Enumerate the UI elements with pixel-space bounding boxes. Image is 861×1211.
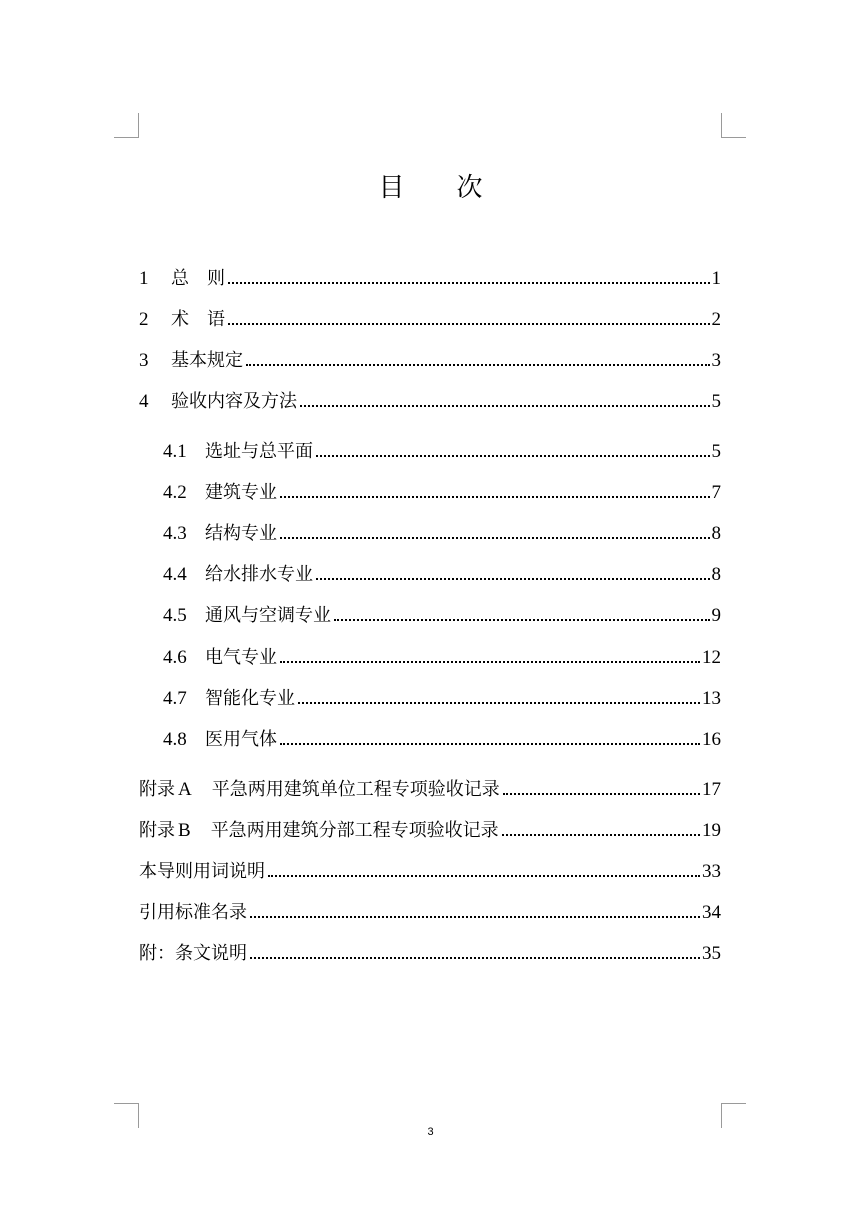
toc-label: 基本规定 <box>171 350 243 371</box>
toc-page-number: 8 <box>711 523 721 544</box>
toc-page-number: 5 <box>711 441 721 462</box>
toc-label: 医用气体 <box>205 729 277 750</box>
toc-page-number: 2 <box>711 309 721 330</box>
toc-entry-4-2[interactable] <box>163 479 721 507</box>
toc-page-number: 35 <box>702 943 721 964</box>
dot-leader <box>502 833 700 836</box>
dot-leader <box>280 495 710 498</box>
toc-entry-4-7[interactable] <box>163 685 721 713</box>
dot-leader <box>228 322 710 325</box>
toc-label: 验收内容及方法 <box>171 391 297 412</box>
dot-leader <box>503 792 700 795</box>
toc-entry-appendix-a[interactable] <box>139 776 721 804</box>
appendix-prefix: 附录 <box>139 820 175 841</box>
toc-number: 4.5 <box>163 605 187 626</box>
crop-mark-top-right <box>721 113 746 138</box>
dot-leader <box>280 660 700 663</box>
crop-mark-bottom-right <box>721 1103 746 1128</box>
toc-entry-3[interactable] <box>139 347 721 375</box>
toc-page-number: 33 <box>702 861 721 882</box>
toc-label: 建筑专业 <box>205 482 277 503</box>
toc-number: 4.1 <box>163 441 187 462</box>
appendix-letter: B <box>178 820 191 841</box>
dot-leader <box>316 577 710 580</box>
toc-entry-word-usage[interactable] <box>139 858 721 886</box>
toc-page-number: 19 <box>702 820 721 841</box>
crop-mark-bottom-left <box>114 1103 139 1128</box>
dot-leader <box>250 956 700 959</box>
toc-entry-4[interactable] <box>139 388 721 416</box>
toc-label: 智能化专业 <box>205 688 295 709</box>
toc-label: 本导则用词说明 <box>139 861 265 882</box>
toc-number: 4.8 <box>163 729 187 750</box>
toc-label: 附：条文说明 <box>139 943 247 964</box>
toc-label: 平急两用建筑单位工程专项验收记录 <box>211 779 500 800</box>
toc-page-number: 13 <box>702 688 721 709</box>
dot-leader <box>334 618 710 621</box>
toc-number: 4.6 <box>163 647 187 668</box>
toc-label: 选址与总平面 <box>205 441 313 462</box>
toc-page-number: 9 <box>711 605 721 626</box>
dot-leader <box>298 701 700 704</box>
toc-entry-clause-explanation[interactable] <box>139 940 721 968</box>
toc-entry-referenced-standards[interactable] <box>139 899 721 927</box>
toc-number: 4 <box>139 391 149 412</box>
toc-number: 3 <box>139 350 149 371</box>
toc-label: 术语 <box>171 309 243 330</box>
toc-page-number: 16 <box>702 729 721 750</box>
toc-entry-4-4[interactable] <box>163 561 721 589</box>
toc-entry-4-8[interactable] <box>163 726 721 754</box>
page-title: 目次 <box>378 173 535 203</box>
dot-leader <box>268 874 700 877</box>
toc-page-number: 7 <box>711 482 721 503</box>
toc-number: 2 <box>139 309 149 330</box>
toc-number: 4.3 <box>163 523 187 544</box>
toc-page-number: 34 <box>702 902 721 923</box>
dot-leader <box>250 915 700 918</box>
toc-entry-4-6[interactable] <box>163 644 721 672</box>
toc-number: 4.4 <box>163 564 187 585</box>
toc-entry-4-1[interactable] <box>163 438 721 466</box>
crop-mark-top-left <box>114 113 139 138</box>
toc-page-number: 17 <box>702 779 721 800</box>
toc-entry-appendix-b[interactable] <box>139 817 721 845</box>
toc-page-number: 12 <box>702 647 721 668</box>
dot-leader <box>316 454 710 457</box>
toc-entry-2[interactable] <box>139 306 721 334</box>
dot-leader <box>280 742 700 745</box>
dot-leader <box>228 281 710 284</box>
toc-entry-4-3[interactable] <box>163 520 721 548</box>
toc-page-number: 3 <box>711 350 721 371</box>
toc-page-number: 8 <box>711 564 721 585</box>
dot-leader <box>280 536 710 539</box>
dot-leader <box>246 363 710 366</box>
dot-leader <box>300 404 710 407</box>
toc-entry-1[interactable] <box>139 265 721 293</box>
toc-number: 4.2 <box>163 482 187 503</box>
toc-label: 电气专业 <box>205 647 277 668</box>
toc-label: 给水排水专业 <box>205 564 313 585</box>
appendix-letter: A <box>178 779 192 800</box>
toc-label: 通风与空调专业 <box>205 605 331 626</box>
toc-number: 4.7 <box>163 688 187 709</box>
toc-page-number: 1 <box>711 268 721 289</box>
toc-label: 总则 <box>171 268 243 289</box>
toc-label: 平急两用建筑分部工程专项验收记录 <box>210 820 499 841</box>
toc-page-number: 5 <box>711 391 721 412</box>
toc-number: 1 <box>139 268 149 289</box>
toc-entry-4-5[interactable] <box>163 602 721 630</box>
appendix-prefix: 附录 <box>139 779 175 800</box>
toc-label: 结构专业 <box>205 523 277 544</box>
toc-label: 引用标准名录 <box>139 902 247 923</box>
page-number: 3 <box>427 1126 434 1138</box>
